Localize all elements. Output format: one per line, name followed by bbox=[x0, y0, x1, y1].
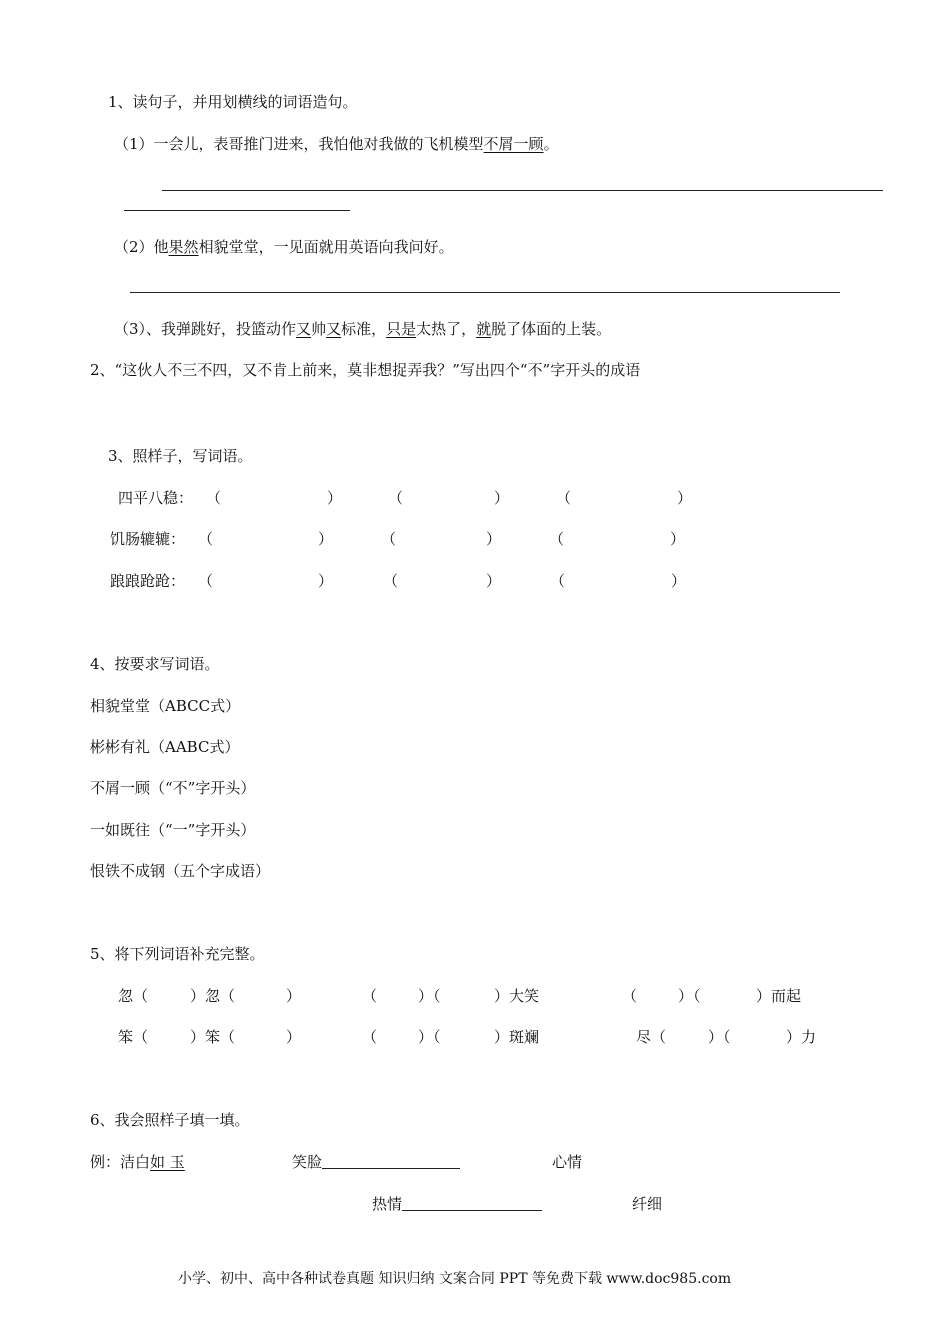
q3-row-3-paren[interactable]: （ bbox=[198, 572, 214, 590]
q3-row-3-label: 踉踉跄跄： bbox=[110, 572, 186, 590]
q4-item: 一如既往（“一”字开头） bbox=[90, 821, 256, 839]
q5-r1-b3: ）大笑 bbox=[494, 987, 540, 1005]
q4-title: 4、按要求写词语。 bbox=[90, 655, 220, 673]
q1-s3-underlined-3: 只是 bbox=[386, 320, 417, 338]
page-footer: 小学、初中、高中各种试卷真题 知识归纳 文案合同 PPT 等免费下载 www.doc985.com bbox=[178, 1271, 732, 1287]
q5-r1-a2: ）忽（ bbox=[190, 987, 236, 1005]
q1-title: 1、读句子，并用划横线的词语造句。 bbox=[108, 93, 358, 111]
q5-r2-a1: 笨（ bbox=[118, 1028, 149, 1046]
q6-blank[interactable] bbox=[322, 1153, 460, 1169]
q5-r2-c3: ）力 bbox=[786, 1028, 817, 1046]
q3-row-2-paren[interactable]: （ bbox=[381, 530, 397, 548]
q5-r1-c1: （ bbox=[622, 987, 638, 1005]
q5-r2-c1: 尽（ bbox=[636, 1028, 667, 1046]
q6-item-1 bbox=[292, 1152, 460, 1172]
q1-sentence-3 bbox=[114, 319, 611, 339]
q5-r1-c3: ）而起 bbox=[756, 987, 802, 1005]
q5-r2-a3: ） bbox=[286, 1028, 302, 1046]
q3-row-1-paren: ） bbox=[494, 489, 510, 507]
q6-item-3 bbox=[372, 1194, 542, 1214]
q6-title: 6、我会照样子填一填。 bbox=[90, 1111, 250, 1129]
q6-example-pre: 例：洁白 bbox=[90, 1153, 151, 1171]
q5-r2-b3: ）斑斓 bbox=[494, 1028, 540, 1046]
q1-s2-post: 相貌堂堂，一见面就用英语向我问好。 bbox=[198, 238, 454, 256]
q6-word: 纤细 bbox=[632, 1195, 663, 1213]
q5-r1-b1: （ bbox=[362, 987, 378, 1005]
q6-word: 热情 bbox=[372, 1195, 403, 1213]
q1-s3-underlined-1: 又 bbox=[296, 320, 312, 338]
q6-blank[interactable] bbox=[402, 1195, 542, 1211]
q3-title: 3、照样子，写词语。 bbox=[108, 447, 253, 465]
q1-s3-part-e: 脱了体面的上装。 bbox=[491, 320, 612, 338]
q3-row-2-paren: ） bbox=[486, 530, 502, 548]
q3-row-2-paren[interactable]: （ bbox=[549, 530, 565, 548]
q1-answer-line-1a[interactable] bbox=[162, 190, 883, 191]
q5-title: 5、将下列词语补充完整。 bbox=[90, 945, 265, 963]
q3-row-3-paren: ） bbox=[486, 572, 502, 590]
q1-s1-underlined-word: 不屑一顾 bbox=[483, 135, 544, 153]
q5-r1-b2: ）（ bbox=[418, 987, 441, 1005]
q5-r2-b1: （ bbox=[362, 1028, 378, 1046]
q1-s3-underlined-4: 就 bbox=[476, 320, 492, 338]
q1-s1-post: 。 bbox=[543, 135, 559, 153]
q4-item: 恨铁不成钢（五个字成语） bbox=[90, 862, 271, 880]
q5-r2-b2: ）（ bbox=[418, 1028, 441, 1046]
q1-sentence-1 bbox=[114, 134, 559, 154]
q1-s3-underlined-2: 又 bbox=[326, 320, 342, 338]
q5-r2-c2: ）（ bbox=[708, 1028, 731, 1046]
q3-row-2-label: 饥肠辘辘： bbox=[110, 530, 186, 548]
q3-row-3-paren[interactable]: （ bbox=[383, 572, 399, 590]
q6-example bbox=[90, 1152, 185, 1172]
q3-row-1-paren[interactable]: （ bbox=[388, 489, 404, 507]
q1-s3-part-b: 帅 bbox=[311, 320, 327, 338]
q1-s2-underlined-word: 果然 bbox=[168, 238, 199, 256]
q3-row-1-paren: ） bbox=[677, 489, 693, 507]
q1-s3-part-d: 太热了， bbox=[416, 320, 477, 338]
q3-row-1-paren[interactable]: （ bbox=[206, 489, 222, 507]
q5-r1-a3: ） bbox=[286, 987, 302, 1005]
q5-r2-a2: ）笨（ bbox=[190, 1028, 236, 1046]
q3-row-1-paren: ） bbox=[327, 489, 343, 507]
q1-answer-line-1b[interactable] bbox=[124, 210, 350, 211]
q1-s1-pre: （1）一会儿，表哥推门进来，我怕他对我做的飞机模型 bbox=[114, 135, 484, 153]
q3-row-2-paren: ） bbox=[670, 530, 686, 548]
q3-row-1-paren[interactable]: （ bbox=[556, 489, 572, 507]
q3-row-1-label: 四平八稳： bbox=[118, 489, 194, 507]
q6-word: 心情 bbox=[552, 1153, 583, 1171]
q4-item: 彬彬有礼（AABC式） bbox=[90, 738, 240, 756]
q1-s3-part-a: （3）、我弹跳好，投篮动作 bbox=[114, 320, 297, 338]
q3-row-2-paren[interactable]: （ bbox=[198, 530, 214, 548]
q1-answer-line-2[interactable] bbox=[130, 292, 840, 293]
q1-s2-pre: （2）他 bbox=[114, 238, 169, 256]
q5-r1-c2: ）（ bbox=[678, 987, 701, 1005]
q1-sentence-2 bbox=[114, 237, 454, 257]
q3-row-3-paren[interactable]: （ bbox=[550, 572, 566, 590]
q5-r1-a1: 忽（ bbox=[118, 987, 149, 1005]
q6-word: 笑脸 bbox=[292, 1153, 323, 1171]
q6-example-underlined: 如 玉 bbox=[150, 1153, 185, 1171]
q3-row-2-paren: ） bbox=[318, 530, 334, 548]
q3-row-3-paren: ） bbox=[671, 572, 687, 590]
q4-item: 不屑一顾（“不”字开头） bbox=[90, 779, 256, 797]
q4-item: 相貌堂堂（ABCC式） bbox=[90, 697, 241, 715]
q2-title: 2、“这伙人不三不四，又不肯上前来，莫非想捉弄我？”写出四个“不”字开头的成语 bbox=[90, 361, 641, 379]
q1-s3-part-c: 标准， bbox=[341, 320, 387, 338]
q3-row-3-paren: ） bbox=[318, 572, 334, 590]
